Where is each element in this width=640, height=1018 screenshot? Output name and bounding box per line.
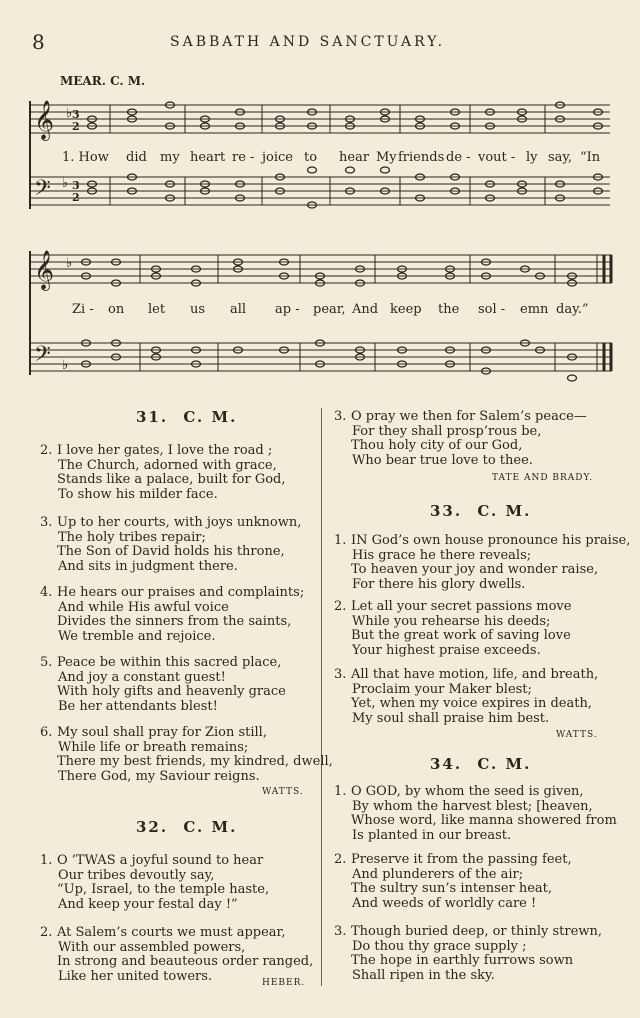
verse-line: With our assembled powers, bbox=[58, 939, 246, 955]
hymn-meter: C. M. bbox=[477, 502, 532, 520]
stanza-number: 2. bbox=[334, 599, 347, 614]
verse-line: Our tribes devoutly say, bbox=[58, 867, 215, 883]
stanza bbox=[334, 668, 598, 726]
lyric-syllable: us bbox=[190, 302, 206, 317]
svg-text:𝄢: 𝄢 bbox=[34, 176, 51, 206]
svg-text:3: 3 bbox=[72, 108, 80, 121]
verse-line: Stands like a palace, built for God, bbox=[57, 472, 286, 488]
verse-line: I love her gates, I love the road ; bbox=[57, 443, 273, 458]
stanza-number: 2. bbox=[40, 925, 53, 940]
running-title: SABBATH AND SANCTUARY. bbox=[170, 34, 446, 50]
hymn-number: 34. bbox=[430, 755, 463, 773]
lyric-syllable: say, bbox=[548, 150, 573, 165]
verse-line: The Church, adorned with grace, bbox=[58, 457, 277, 473]
lyric-syllable: re - bbox=[232, 150, 255, 165]
lyric-syllable: ly bbox=[526, 150, 538, 165]
lyric-syllable: emn bbox=[520, 302, 549, 317]
lyric-syllable: “In bbox=[580, 150, 601, 165]
verse-line: Divides the sinners from the saints, bbox=[57, 614, 292, 630]
verse-line: Your highest praise exceeds. bbox=[352, 642, 541, 658]
verse-line: Let all your secret passions move bbox=[351, 599, 572, 614]
stanza-number: 3. bbox=[334, 924, 347, 939]
stanza bbox=[40, 444, 286, 502]
lyric-syllable: keep bbox=[390, 302, 422, 317]
author-attribution: WATTS. bbox=[262, 787, 304, 797]
verse-line: To show his milder face. bbox=[58, 486, 218, 502]
lyric-syllable: all bbox=[230, 302, 247, 317]
lyric-syllable: Zi - bbox=[72, 302, 94, 317]
stanza bbox=[40, 726, 333, 784]
verse-line: There my best friends, my kindred, dwell, bbox=[57, 754, 333, 770]
stanza-number: 1. bbox=[40, 853, 53, 868]
verse-line: And plunderers of the air; bbox=[352, 866, 524, 882]
verse-line: For there his glory dwells. bbox=[352, 576, 526, 592]
verse-line: For they shall prosp’rous be, bbox=[352, 423, 542, 439]
verse-line: The sultry sun’s intenser heat, bbox=[351, 881, 553, 897]
verse-line: But the great work of saving love bbox=[351, 628, 571, 644]
verse-line: And while His awful voice bbox=[58, 599, 229, 615]
verse-line: IN God’s own house pronounce his praise, bbox=[351, 533, 631, 548]
verse-line: My soul shall pray for Zion still, bbox=[57, 725, 267, 740]
stanza bbox=[334, 410, 587, 468]
lyric-syllable: vout - bbox=[478, 150, 516, 165]
svg-text:♭: ♭ bbox=[62, 358, 69, 373]
lyric-syllable: to bbox=[304, 150, 318, 165]
lyric-syllable: de - bbox=[446, 150, 471, 165]
stanza-number: 1. bbox=[334, 784, 347, 799]
verse-line: Who bear true love to thee. bbox=[352, 452, 533, 468]
verse-line: And sits in judgment there. bbox=[58, 558, 238, 574]
verse-line: Like her united towers. bbox=[58, 968, 213, 984]
lyric-syllable: hear bbox=[339, 150, 370, 165]
verse-line: He hears our praises and complaints; bbox=[57, 585, 305, 600]
lyric-syllable: did bbox=[126, 150, 147, 165]
svg-text:2: 2 bbox=[72, 191, 80, 204]
svg-text:♭: ♭ bbox=[66, 106, 73, 121]
verse-line: Is planted in our breast. bbox=[352, 827, 512, 843]
svg-text:3: 3 bbox=[72, 179, 80, 192]
verse-line: In strong and beauteous order ranged, bbox=[57, 954, 314, 970]
verse-line: And keep your festal day !” bbox=[58, 896, 238, 912]
hymn-number: 32. bbox=[136, 818, 169, 836]
verse-line: Shall ripen in the sky. bbox=[352, 967, 495, 983]
verse-line: O GOD, by whom the seed is given, bbox=[351, 784, 584, 799]
hymn-33-heading bbox=[430, 502, 531, 520]
hymn-number: 31. bbox=[136, 408, 169, 426]
svg-text:𝄞: 𝄞 bbox=[34, 100, 55, 140]
hymn-34-heading bbox=[430, 755, 531, 773]
svg-text:𝄢: 𝄢 bbox=[34, 342, 51, 372]
stanza-number: 5. bbox=[40, 655, 53, 670]
stanza bbox=[40, 926, 313, 984]
verse-line: While life or breath remains; bbox=[58, 739, 249, 755]
stanza bbox=[334, 600, 571, 658]
verse-line: And joy a constant guest! bbox=[58, 669, 226, 685]
stanza-number: 1. bbox=[334, 533, 347, 548]
svg-text:2: 2 bbox=[72, 120, 80, 133]
lyric-syllable: 1. How bbox=[62, 150, 109, 165]
lyric-syllable: friends bbox=[398, 150, 445, 165]
verse-line: And weeds of worldly care ! bbox=[352, 895, 537, 911]
verse-line: The Son of David holds his throne, bbox=[57, 544, 285, 560]
verse-line: Though buried deep, or thinly strewn, bbox=[351, 924, 602, 939]
stanza-number: 4. bbox=[40, 585, 53, 600]
verse-line: All that have motion, life, and breath, bbox=[351, 667, 599, 682]
author-attribution: WATTS. bbox=[556, 730, 598, 740]
verse-line: At Salem’s courts we must appear, bbox=[57, 925, 286, 940]
stanza bbox=[40, 854, 269, 912]
verse-line: O ’TWAS a joyful sound to hear bbox=[57, 853, 264, 868]
lyric-syllable: joice bbox=[262, 150, 293, 165]
verse-line: Proclaim your Maker blest; bbox=[352, 681, 532, 697]
verse-line: Thou holy city of our God, bbox=[351, 438, 523, 454]
verse-line: We tremble and rejoice. bbox=[58, 628, 216, 644]
lyric-syllable: heart bbox=[190, 150, 226, 165]
stanza bbox=[334, 785, 617, 843]
stanza bbox=[40, 586, 304, 644]
stanza-number: 2. bbox=[334, 852, 347, 867]
hymn-meter: C. M. bbox=[183, 408, 238, 426]
lyric-syllable: day.” bbox=[556, 302, 589, 317]
lyric-syllable: ap - bbox=[275, 302, 300, 317]
stanza-number: 3. bbox=[40, 515, 53, 530]
hymn-number: 33. bbox=[430, 502, 463, 520]
svg-text:♭: ♭ bbox=[66, 256, 73, 271]
svg-text:♭: ♭ bbox=[62, 176, 69, 191]
lyric-syllable: on bbox=[108, 302, 125, 317]
verse-line: Be her attendants blest! bbox=[58, 698, 218, 714]
lyric-syllable: And bbox=[352, 302, 379, 317]
stanza bbox=[334, 925, 602, 983]
hymn-31-heading bbox=[136, 408, 237, 426]
hymn-32-heading bbox=[136, 818, 237, 836]
lyric-syllable: let bbox=[148, 302, 166, 317]
stanza bbox=[334, 853, 572, 911]
verse-line: With holy gifts and heavenly grace bbox=[57, 684, 286, 700]
verse-line: There God, my Saviour reigns. bbox=[58, 768, 260, 784]
lyric-syllable: pear, bbox=[313, 302, 346, 317]
stanza-number: 2. bbox=[40, 443, 53, 458]
svg-text:𝄞: 𝄞 bbox=[34, 250, 55, 290]
lyric-syllable: My bbox=[376, 150, 397, 165]
page-number: 8 bbox=[32, 30, 45, 54]
column-divider bbox=[321, 408, 322, 986]
verse-line: My soul shall praise him best. bbox=[352, 710, 550, 726]
stanza-number: 3. bbox=[334, 667, 347, 682]
lyric-syllable: sol - bbox=[478, 302, 506, 317]
verse-line: Do thou thy grace supply ; bbox=[352, 938, 527, 954]
verse-line: Yet, when my voice expires in death, bbox=[351, 696, 592, 712]
verse-line: The hope in earthly furrows sown bbox=[351, 953, 574, 969]
hymn-meter: C. M. bbox=[183, 818, 238, 836]
verse-line: Peace be within this sacred place, bbox=[57, 655, 282, 670]
stanza-number: 3. bbox=[334, 409, 347, 424]
verse-line: Whose word, like manna showered from bbox=[351, 813, 617, 829]
tune-name: MEAR. C. M. bbox=[60, 74, 146, 88]
verse-line: Up to her courts, with joys unknown, bbox=[57, 515, 302, 530]
lyric-syllable: the bbox=[438, 302, 460, 317]
stanza-number: 6. bbox=[40, 725, 53, 740]
verse-line: “Up, Israel, to the temple haste, bbox=[57, 882, 270, 898]
verse-line: While you rehearse his deeds; bbox=[352, 613, 551, 629]
verse-line: His grace he there reveals; bbox=[352, 547, 532, 563]
stanza bbox=[40, 656, 286, 714]
stanza bbox=[40, 516, 301, 574]
verse-line: The holy tribes repair; bbox=[58, 529, 206, 545]
verse-line: Preserve it from the passing feet, bbox=[351, 852, 572, 867]
lyric-syllable: my bbox=[160, 150, 180, 165]
verse-line: By whom the harvest blest; [heaven, bbox=[352, 798, 593, 814]
author-attribution: TATE AND BRADY. bbox=[492, 473, 594, 483]
hymn-meter: C. M. bbox=[477, 755, 532, 773]
author-attribution: HEBER. bbox=[262, 978, 306, 988]
verse-line: O pray we then for Salem’s peace— bbox=[351, 409, 587, 424]
stanza bbox=[334, 534, 630, 592]
verse-line: To heaven your joy and wonder raise, bbox=[351, 562, 599, 578]
